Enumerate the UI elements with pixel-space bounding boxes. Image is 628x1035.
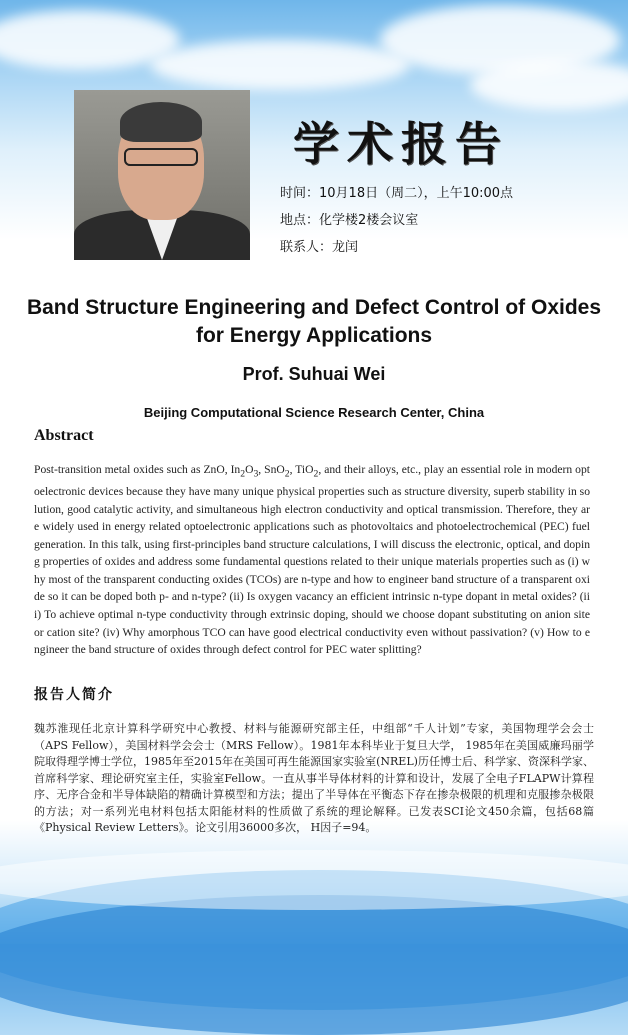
- bio-text: 魏苏淮现任北京计算科学研究中心教授、材料与能源研究部主任，中组部“千人计划”专家，美国物理学会会士（APS Fellow），美国材料学会会士（MRS Fellow）。1981年本科毕业于复旦大学， 1985年在美国威廉玛丽学院取得理学博士学位，1985年至2015年在美国可再生能源国家实验室(NREL)历任博士后、科学家、资深科学家、首席科学家、理论研究室主任，实验室Fellow。一直从事半导体材料的计算和设计，发展了全电子FLAPW计算程序、无序合金和半导体缺陷的精确计算模型和方法；提出了半导体在平衡态下存在掺杂极限的机理和克服掺杂极限的方法；对一系列光电材料包括太阳能材料的性质做了系统的理论解释。已发表SCI论文450余篇，包括68篇《Physical Review Letters》。论文引用36000多次， H因子=94。: [34, 722, 594, 834]
- speaker-photo: [74, 90, 250, 260]
- speaker-name: Prof. Suhuai Wei: [242, 364, 386, 384]
- report-title: 学术报告: [293, 117, 509, 171]
- location-info: 地点：化学楼2楼会议室: [280, 213, 419, 228]
- talk-title: Band Structure Engineering and Defect Control of Oxides for Energy Applications: [26, 296, 602, 347]
- abstract-heading: Abstract: [34, 427, 94, 444]
- abstract-text: Post-transition metal oxides such as ZnO, $In_2O_3$, SnO$_2$, TiO$_2$, and their alloys, etc., play an essential role in modern optoelectronic devices because they have many unique physical properties such as structure diversity, superb stability in solution, good catalytic activity, and simultaneous high electron conductivity and optical transmission. Therefore, they are widely used in energy related optoelectronic applications such as photovoltaics and photoelectrochemical (PEC) fuel generation. In this talk, using first-principles band structure calculations, I will discuss the electronic, optical, and doping properties of oxides and address some fundamental questions related to their unique materials properties such as (i) why most of the transparent conducting oxides (TCOs) are n-type and how to engineer band structure of a transparent oxide so it can be doped both p- and n-type? (ii) Is oxygen vacancy an efficient intrinsic n-type dopant in metal oxides? (iii) To achieve optimal n-type conductivity through extrinsic doping, should we choose dopant substituting on anion site or cation site? (iv) Why amorphous TCO can have good electrical conductivity even without passivation? (v) How to engineer the band structure of oxides through defect control for PEC water splitting?: [34, 463, 590, 657]
- speaker-affiliation: Beijing Computational Science Research Center, China: [143, 405, 485, 420]
- contact-info: 联系人：龙闰: [280, 240, 359, 255]
- bio-heading: 报告人简介: [34, 687, 114, 703]
- time-info: 时间：10月18日（周二），上午10:00点: [280, 186, 514, 201]
